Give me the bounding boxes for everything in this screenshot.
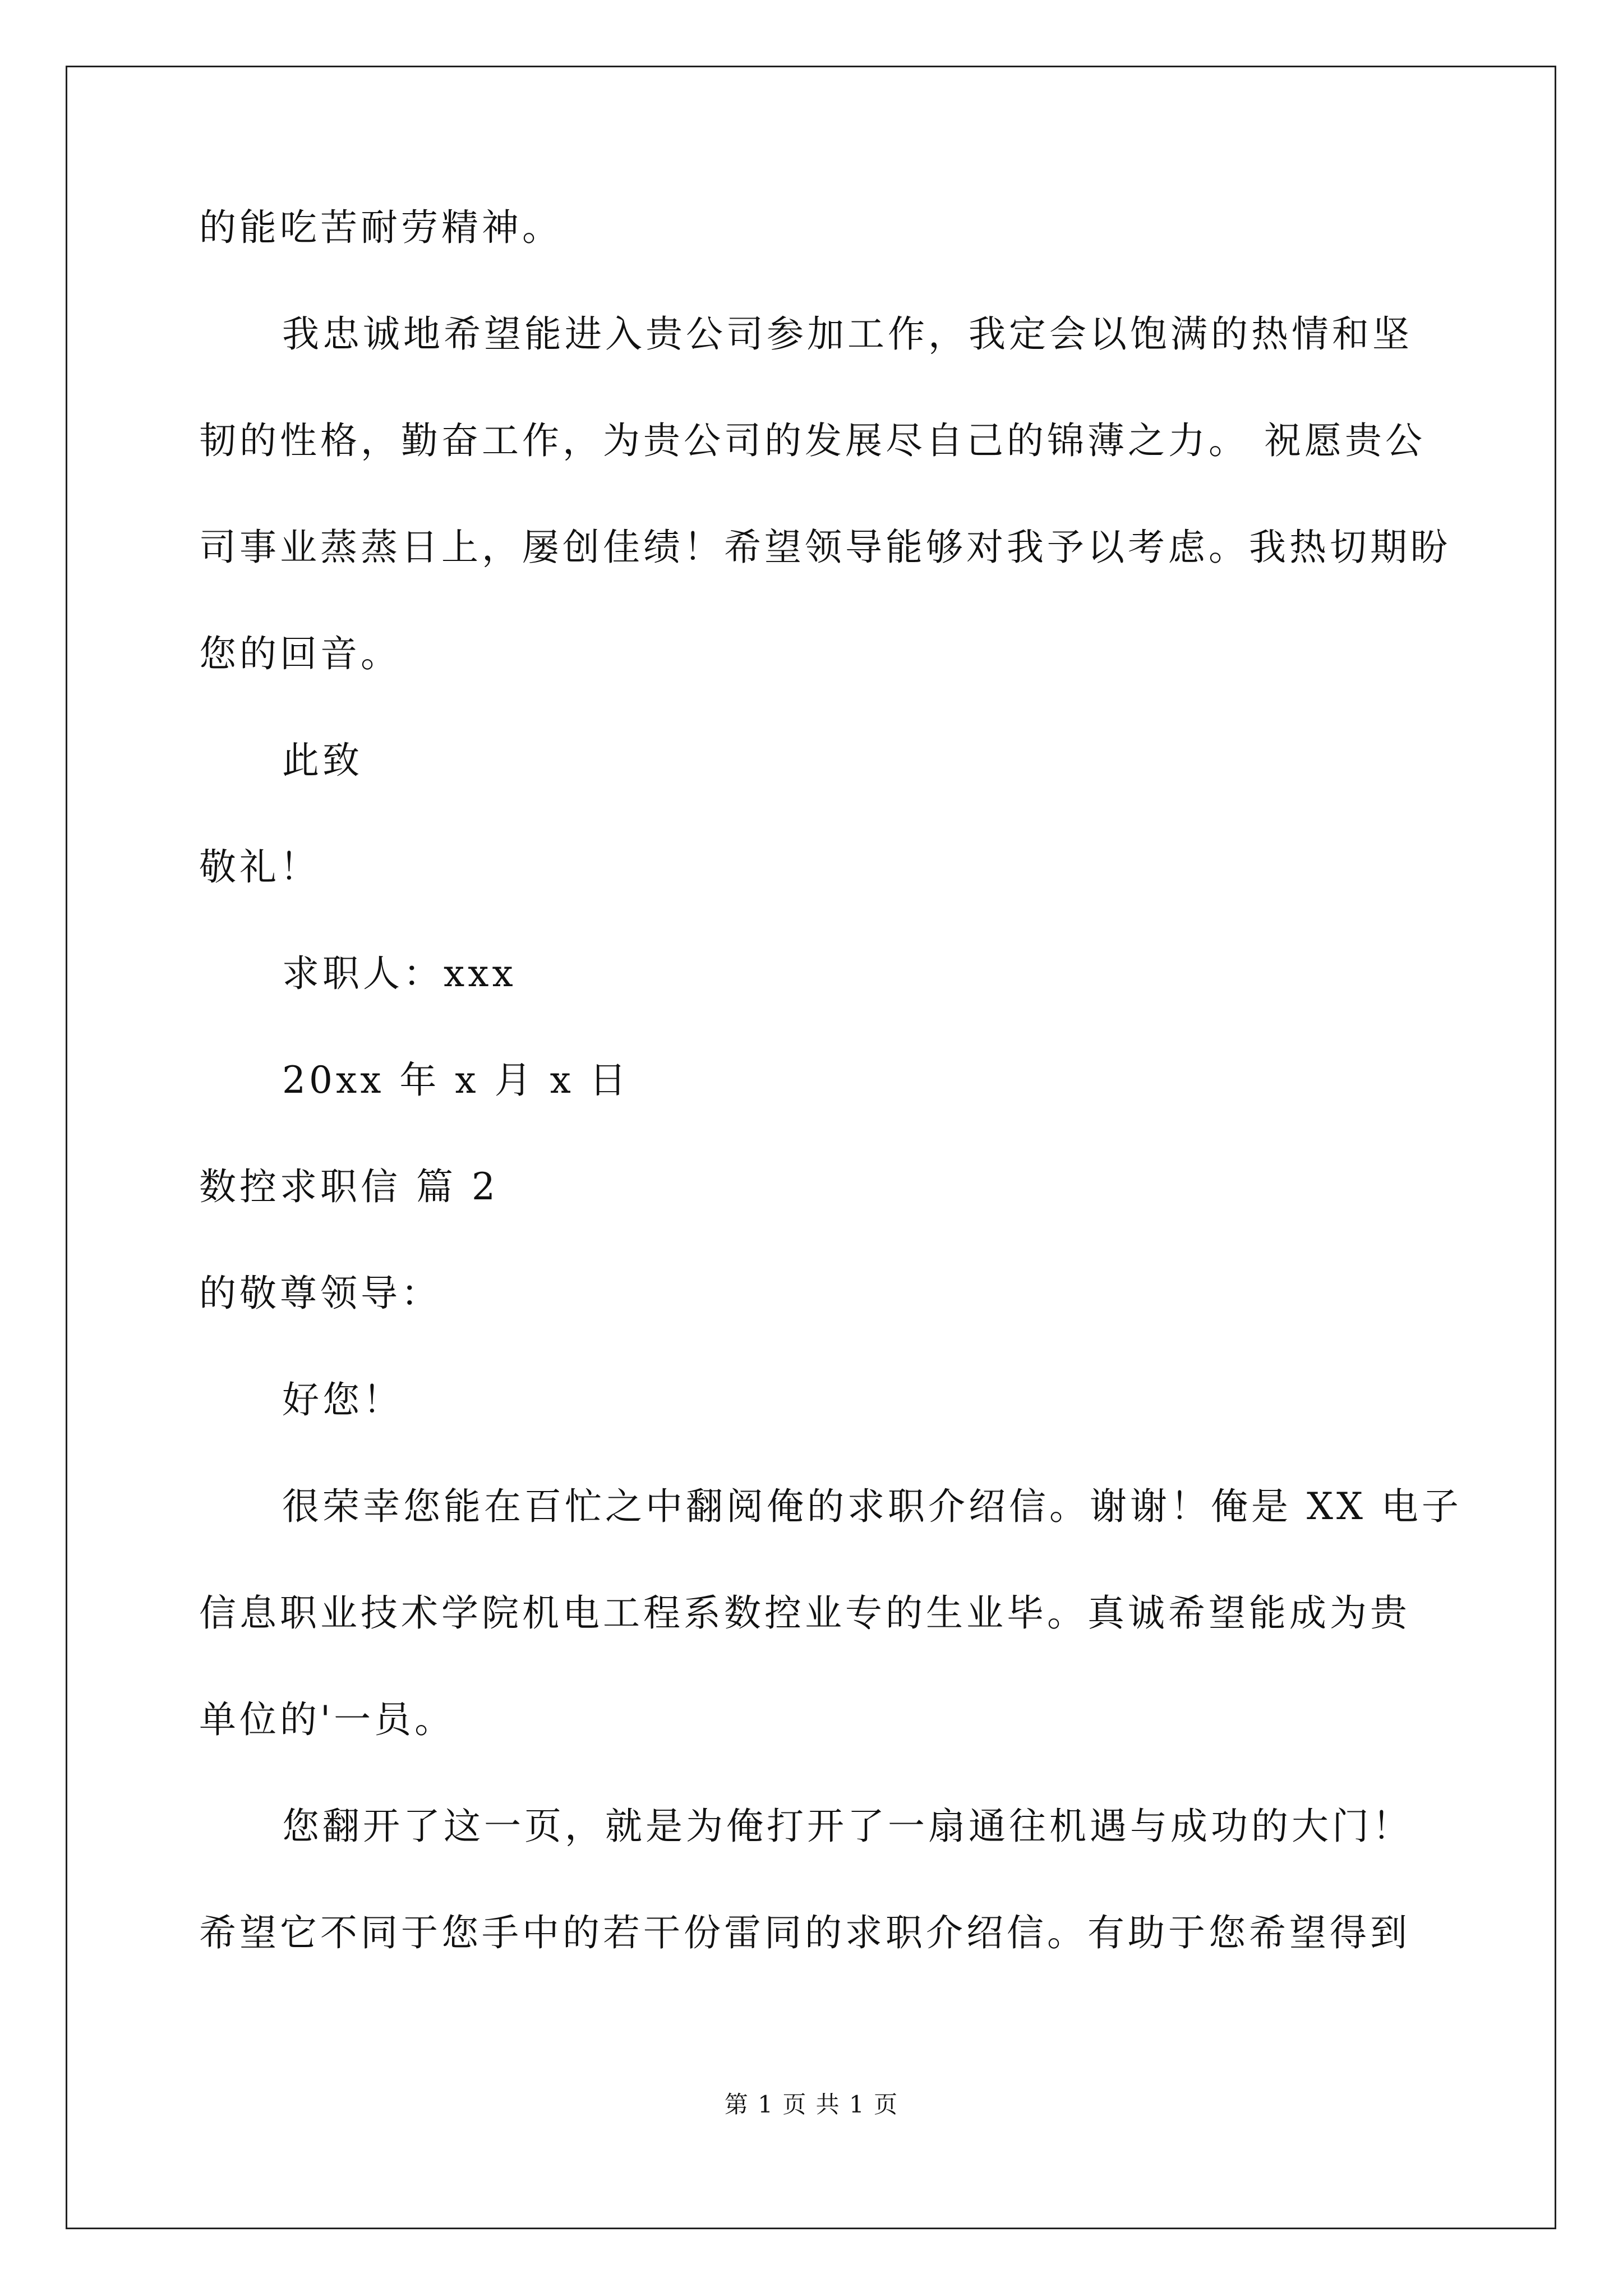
hello-line: 好您！ bbox=[282, 1378, 403, 1421]
page-border bbox=[66, 66, 1556, 2229]
text-line-1: 的能吃苦耐劳精神。 bbox=[199, 206, 562, 249]
text-line-3: 韧的性格，勤奋工作，为贵公司的发展尽自己的锦薄之力。 祝愿贵公 bbox=[199, 419, 1426, 462]
greeting-line: 的敬尊领导： bbox=[199, 1272, 441, 1315]
page-footer: 第 1 页 共 1 页 bbox=[724, 2091, 899, 2118]
text-line-5: 您的回音。 bbox=[199, 632, 401, 675]
signature-line: 求职人：xxx bbox=[282, 952, 517, 995]
text-line-4: 司事业蒸蒸日上，屡创佳绩！希望领导能够对我予以考虑。我热切期盼 bbox=[199, 526, 1451, 569]
text-line-17: 希望它不同于您手中的若干份雷同的求职介绍信。有助于您希望得到 bbox=[199, 1911, 1410, 1954]
text-line-15: 单位的'一员。 bbox=[199, 1698, 455, 1741]
section-heading: 数控求职信 篇 2 bbox=[199, 1165, 499, 1208]
text-line-14: 信息职业技术学院机电工程系数控业专的生业毕。真诚希望能成为贵 bbox=[199, 1591, 1410, 1635]
closing-regards: 敬礼！ bbox=[199, 845, 320, 889]
date-line: 20xx 年 x 月 x 日 bbox=[282, 1059, 630, 1102]
text-line-2: 我忠诚地希望能进入贵公司参加工作，我定会以饱满的热情和坚 bbox=[282, 312, 1413, 356]
closing-salutation: 此致 bbox=[282, 739, 363, 782]
text-line-13: 很荣幸您能在百忙之中翻阅俺的求职介绍信。谢谢！俺是 XX 电子 bbox=[282, 1485, 1462, 1528]
text-line-16: 您翻开了这一页，就是为俺打开了一扇通往机遇与成功的大门！ bbox=[282, 1805, 1413, 1848]
